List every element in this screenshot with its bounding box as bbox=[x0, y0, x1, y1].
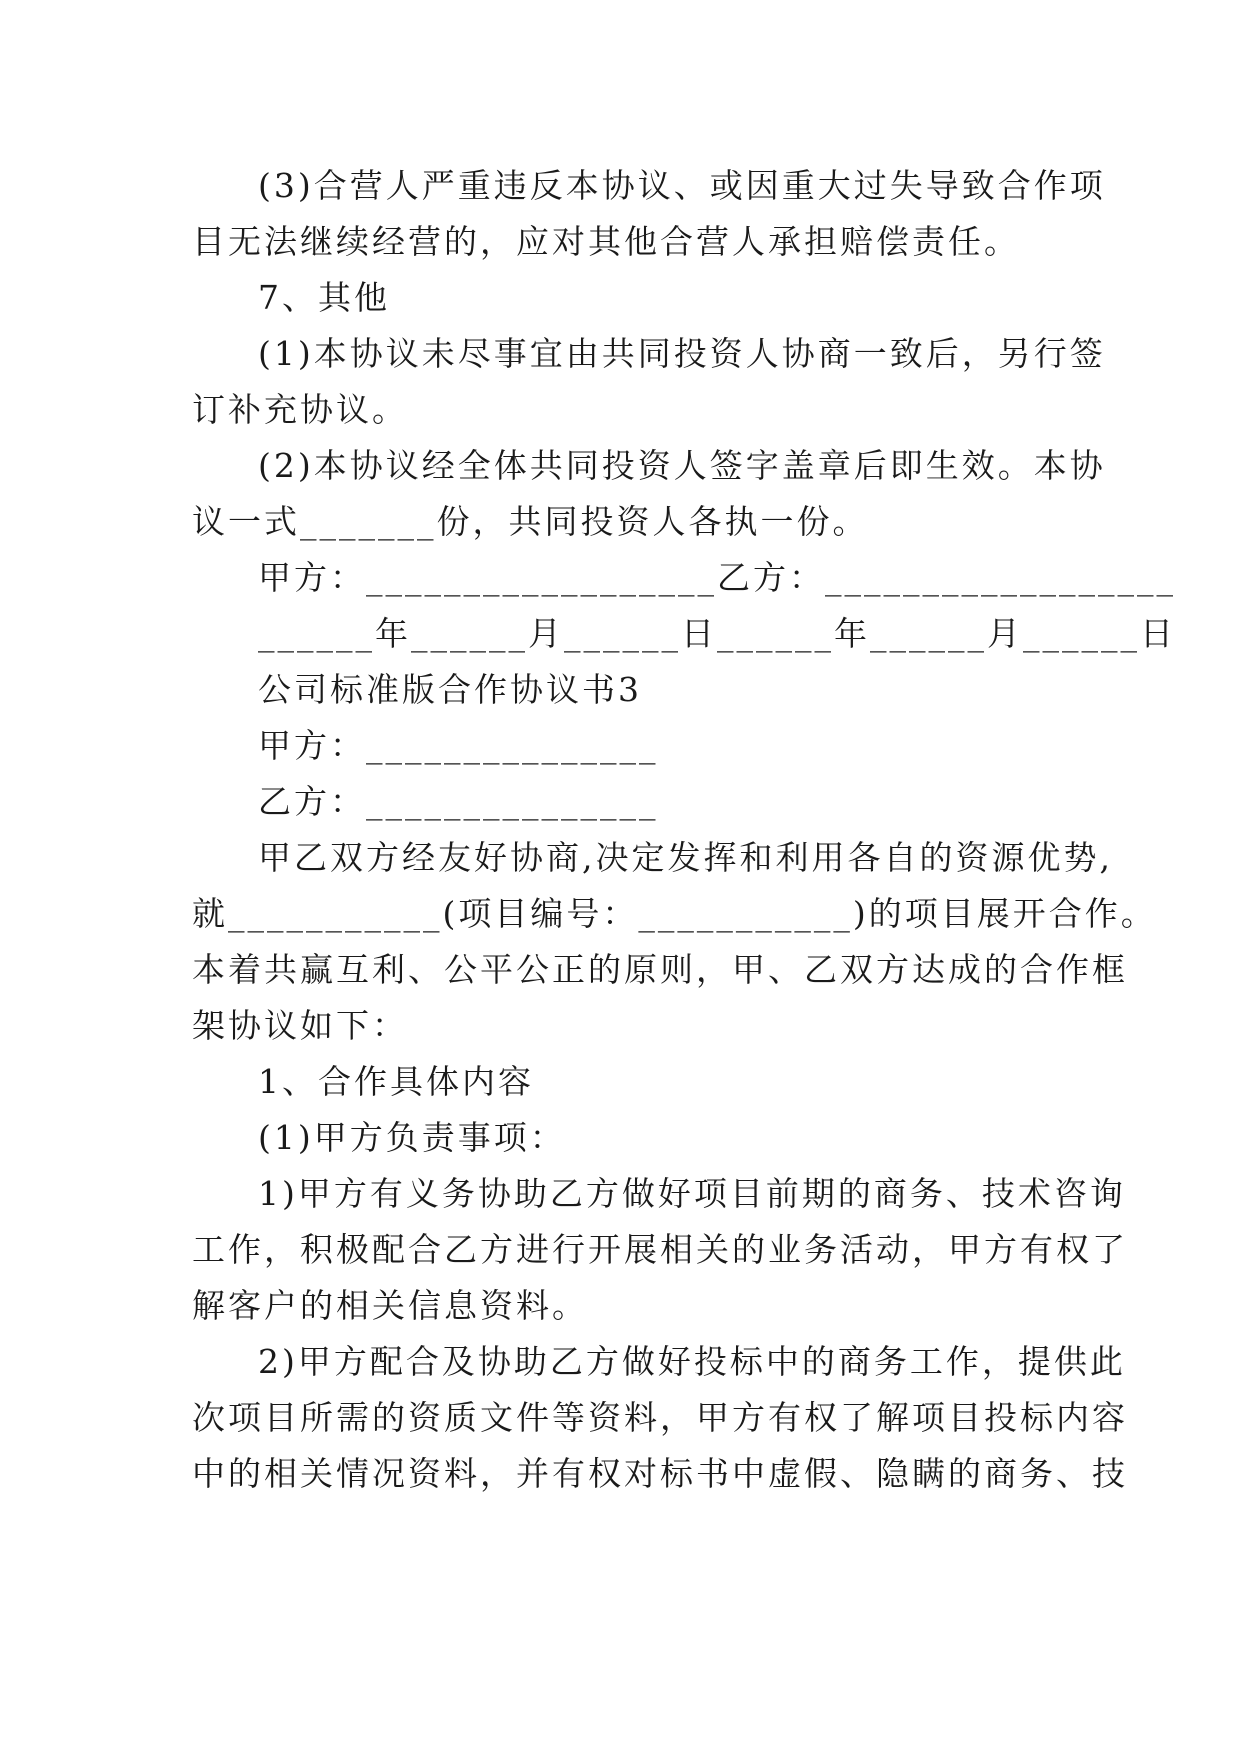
date-line: ______年______月______日______年______月______日 bbox=[258, 614, 1176, 653]
paragraph-line: 目无法继续经营的，应对其他合营人承担赔偿责任。 bbox=[192, 222, 1020, 261]
subsection-heading: (1)甲方负责事项： bbox=[258, 1118, 566, 1157]
paragraph-line: (3)合营人严重违反本协议、或因重大过失导致合作项 bbox=[258, 166, 1106, 205]
paragraph-line: (2)本协议经全体共同投资人签字盖章后即生效。本协 bbox=[258, 446, 1106, 485]
section-heading: 7、其他 bbox=[258, 278, 390, 317]
paragraph-line: 就___________(项目编号：___________)的项目展开合作。 bbox=[192, 894, 1157, 933]
paragraph-line: 工作，积极配合乙方进行开展相关的业务活动，甲方有权了 bbox=[192, 1230, 1128, 1269]
paragraph-line: 1)甲方有义务协助乙方做好项目前期的商务、技术咨询 bbox=[258, 1174, 1126, 1213]
paragraph-line: 次项目所需的资质文件等资料，甲方有权了解项目投标内容 bbox=[192, 1398, 1128, 1437]
document-title: 公司标准版合作协议书3 bbox=[258, 670, 642, 709]
signature-line: 甲方：__________________乙方：__________________ bbox=[258, 558, 1176, 597]
section-heading: 1、合作具体内容 bbox=[258, 1062, 534, 1101]
party-b-line: 乙方：_______________ bbox=[258, 782, 659, 821]
paragraph-line: 甲乙双方经友好协商,决定发挥和利用各自的资源优势, bbox=[258, 838, 1113, 877]
paragraph-line: 订补充协议。 bbox=[192, 390, 408, 429]
paragraph-line: (1)本协议未尽事宜由共同投资人协商一致后，另行签 bbox=[258, 334, 1106, 373]
paragraph-line: 2)甲方配合及协助乙方做好投标中的商务工作，提供此 bbox=[258, 1342, 1126, 1381]
paragraph-line: 本着共赢互利、公平公正的原则，甲、乙双方达成的合作框 bbox=[192, 950, 1128, 989]
party-a-line: 甲方：_______________ bbox=[258, 726, 659, 765]
paragraph-line: 架协议如下： bbox=[192, 1006, 408, 1045]
paragraph-line: 议一式_______份，共同投资人各执一份。 bbox=[192, 502, 869, 541]
paragraph-line: 中的相关情况资料，并有权对标书中虚假、隐瞒的商务、技 bbox=[192, 1454, 1128, 1493]
paragraph-line: 解客户的相关信息资料。 bbox=[192, 1286, 588, 1325]
